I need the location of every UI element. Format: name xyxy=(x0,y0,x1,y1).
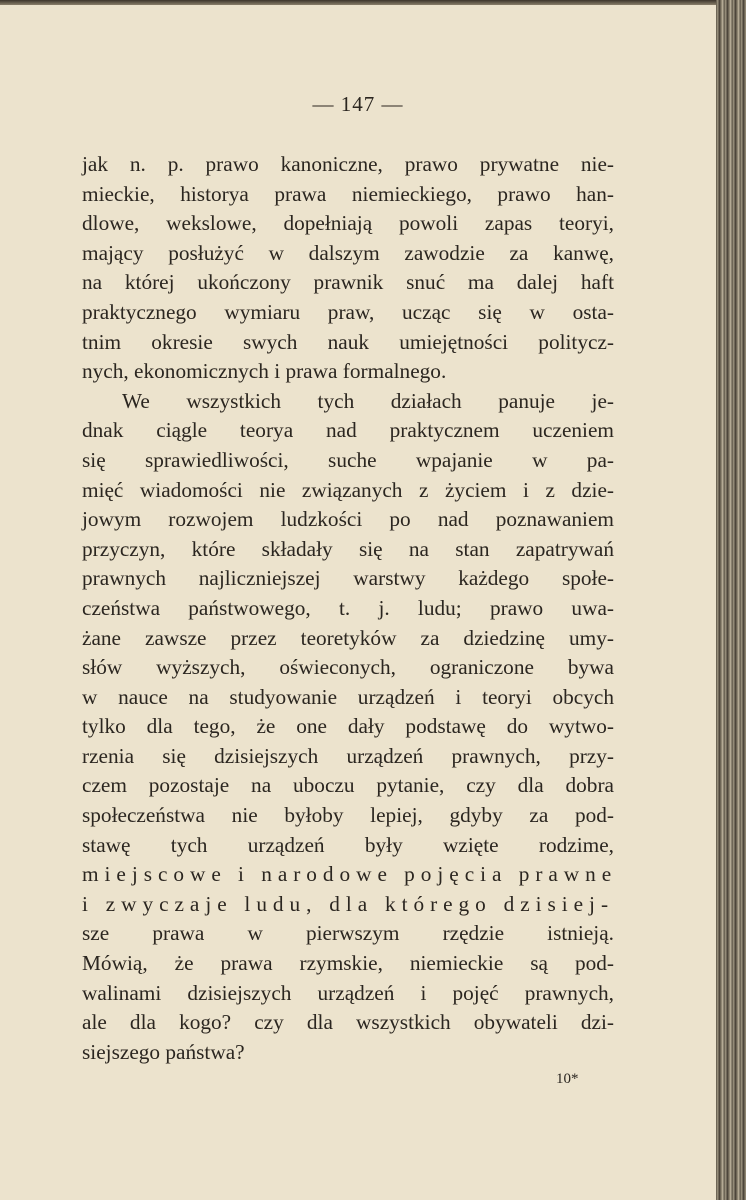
text-line: czem pozostaje na uboczu pytanie, czy dla dobra xyxy=(82,773,614,798)
text-line: rzenia się dzisiejszych urządzeń prawnych, przy- xyxy=(82,743,614,768)
text-line: sze prawa w pierwszym rzędzie istnieją. xyxy=(82,921,614,946)
text-line: jowym rozwojem ludzkości po nad poznawaniem xyxy=(82,507,614,532)
text-line: prawnych najliczniejszej warstwy każdego społe- xyxy=(82,566,614,591)
text-line: miejscowe i narodowe pojęcia prawne xyxy=(82,862,618,887)
text-line: praktycznego wymiaru praw, ucząc się w osta- xyxy=(82,299,614,324)
text-line: jak n. p. prawo kanoniczne, prawo prywatne nie- xyxy=(82,152,614,176)
text-line: stawę tych urządzeń były wzięte rodzime, xyxy=(82,832,614,857)
text-line: i zwyczaje ludu, dla którego dzisiej- xyxy=(82,891,614,916)
text-line: przyczyn, które składały się na stan zapatrywań xyxy=(82,536,614,561)
text-line: społeczeństwa nie byłoby lepiej, gdyby za pod- xyxy=(82,803,614,828)
text-line: tylko dla tego, że one dały podstawę do wytwo- xyxy=(82,714,614,739)
text-line: Mówią, że prawa rzymskie, niemieckie są pod- xyxy=(82,951,614,976)
text-line: dlowe, wekslowe, dopełniają powoli zapas teoryi, xyxy=(82,211,614,236)
book-spine-edge xyxy=(716,0,746,1200)
text-line: mieckie, historya prawa niemieckiego, prawo han- xyxy=(82,181,614,206)
text-line: mający posłużyć w dalszym zawodzie za kanwę, xyxy=(82,240,614,265)
text-line: na której ukończony prawnik snuć ma dalej haft xyxy=(82,270,614,295)
body-text xyxy=(82,150,618,1067)
text-line: słów wyższych, oświeconych, ograniczone bywa xyxy=(82,655,614,680)
text-line: ale dla kogo? czy dla wszystkich obywateli dzi- xyxy=(82,1010,614,1035)
page-number: — 147 — xyxy=(312,92,404,116)
text-line: mięć wiadomości nie związanych z życiem i z dzie- xyxy=(82,477,614,502)
text-line: czeństwa państwowego, t. j. ludu; prawo uwa- xyxy=(82,595,614,620)
text-line: We wszystkich tych działach panuje je- xyxy=(122,388,614,413)
text-line: się sprawiedliwości, suche wpajanie w pa- xyxy=(82,447,614,472)
text-line: walinami dzisiejszych urządzeń i pojęć prawnych, xyxy=(82,980,614,1005)
text-line: żane zawsze przez teoretyków za dziedzinę umy- xyxy=(82,625,614,650)
signature-mark: 10* xyxy=(556,1071,579,1087)
text-line: siejszego państwa? xyxy=(82,1039,245,1064)
text-line: dnak ciągle teorya nad praktycznem uczeniem xyxy=(82,418,614,443)
text-line: w nauce na studyowanie urządzeń i teoryi obcych xyxy=(82,684,614,709)
text-line: tnim okresie swych nauk umiejętności politycz- xyxy=(82,329,614,354)
text-line: nych, ekonomicznych i prawa formalnego. xyxy=(82,359,447,384)
